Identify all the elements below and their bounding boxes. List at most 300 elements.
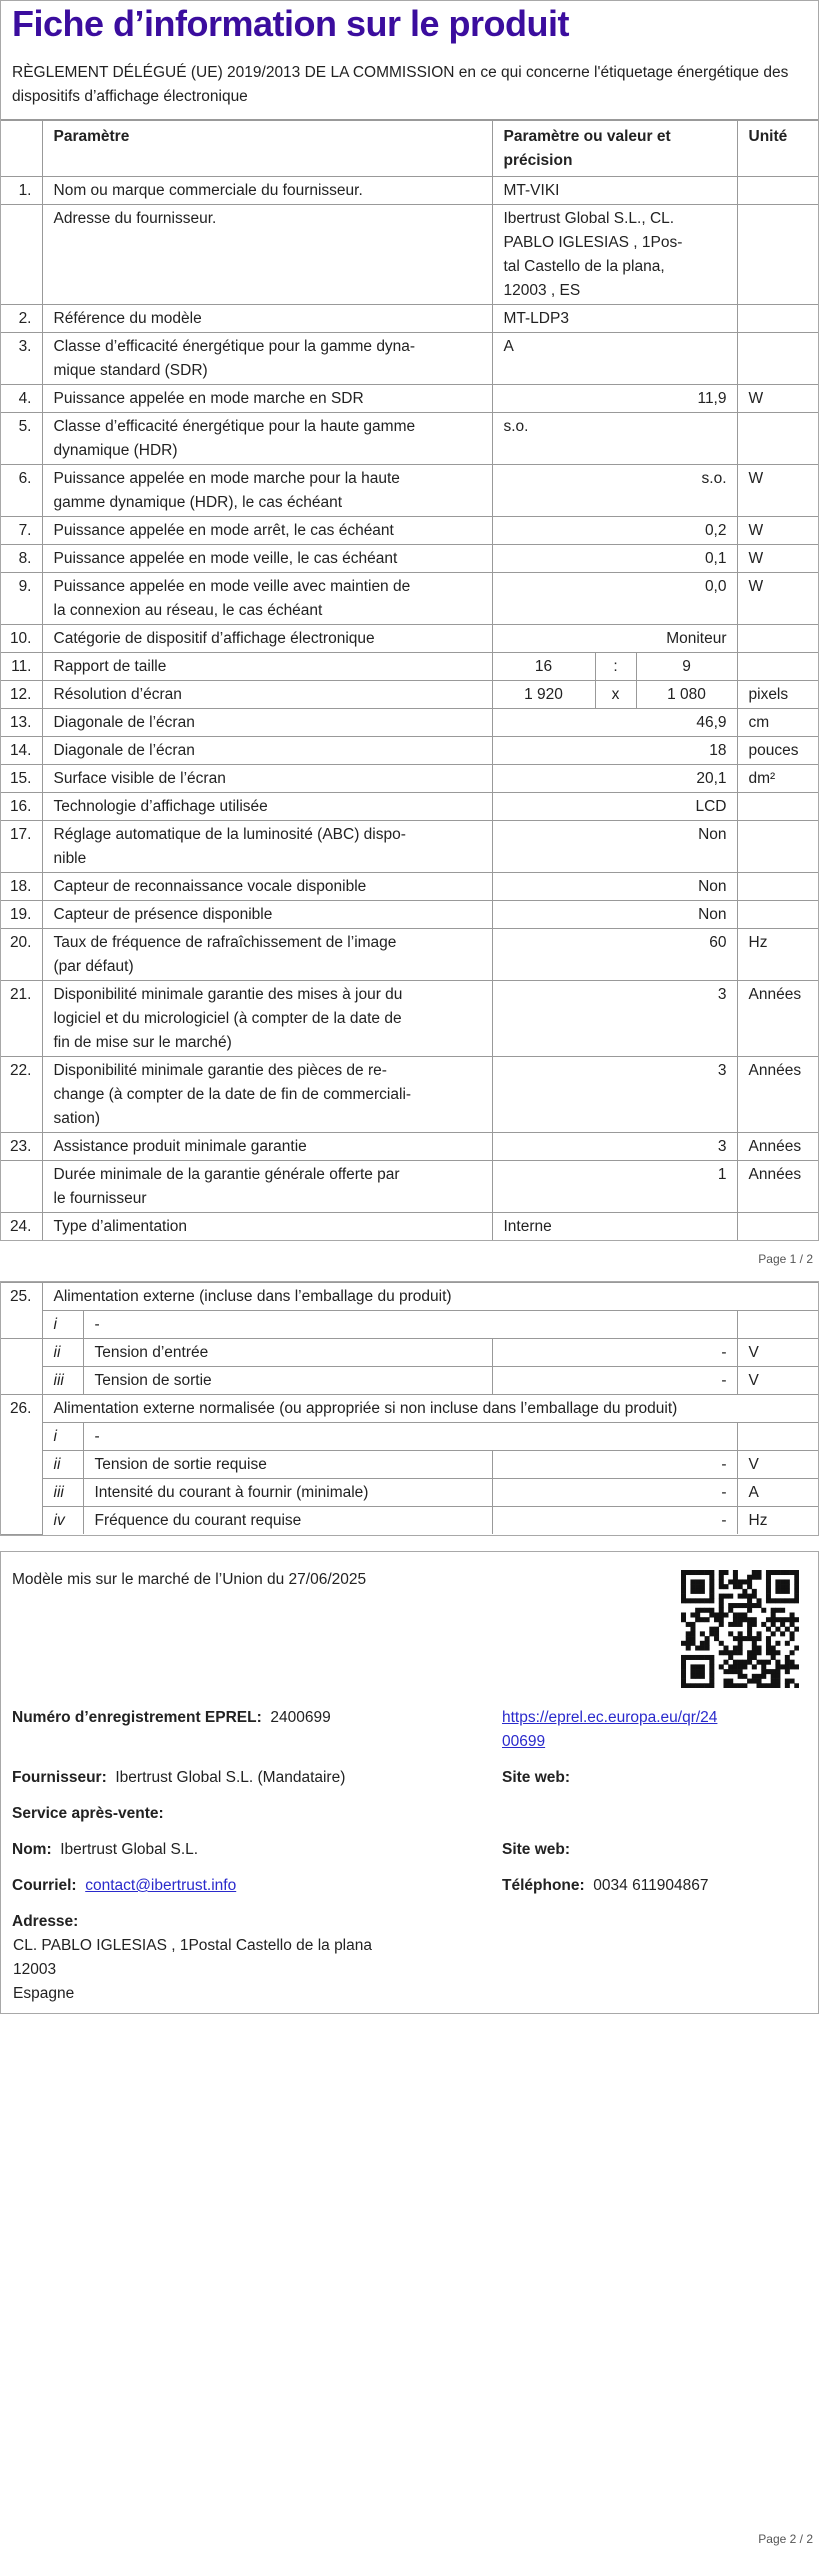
qr-module	[681, 1579, 686, 1584]
row-number: 7.	[1, 517, 42, 545]
market-date: Modèle mis sur le marché de l’Union du 27/06/2025	[12, 1571, 367, 1588]
qr-module	[714, 1636, 719, 1641]
qr-module	[775, 1608, 780, 1613]
qr-module	[752, 1636, 757, 1641]
qr-module	[757, 1646, 762, 1651]
row-value: MT-LDP3	[492, 305, 737, 333]
qr-module	[700, 1631, 705, 1636]
qr-module	[794, 1617, 799, 1622]
group-number: 26.	[1, 1395, 42, 1535]
qr-module	[705, 1646, 710, 1651]
row-number: 4.	[1, 385, 42, 413]
qr-module	[728, 1608, 733, 1613]
qr-module	[790, 1636, 795, 1641]
row-parameter: Assistance produit minimale garantie	[42, 1133, 492, 1161]
row-unit: pixels	[737, 681, 818, 709]
qr-module	[686, 1655, 691, 1660]
value-separator: x	[595, 681, 636, 709]
qr-module	[766, 1683, 771, 1688]
qr-module	[766, 1584, 771, 1589]
sub-label: Tension d’entrée	[83, 1339, 492, 1367]
qr-module	[766, 1641, 771, 1646]
row-unit	[737, 177, 818, 205]
qr-module	[780, 1664, 785, 1669]
row-number: 24.	[1, 1213, 42, 1241]
qr-module	[719, 1584, 724, 1589]
table-header-row	[1, 121, 818, 177]
qr-module	[771, 1617, 776, 1622]
row-parameter: Puissance appelée en mode marche en SDR	[42, 385, 492, 413]
qr-module	[733, 1584, 738, 1589]
eprel-number: 2400699	[270, 1709, 331, 1726]
qr-module	[785, 1664, 790, 1669]
qr-module	[681, 1669, 686, 1674]
qr-module	[681, 1589, 686, 1594]
table-row	[1, 1133, 818, 1161]
table-row	[1, 545, 818, 573]
table-row	[1, 1057, 818, 1133]
qr-module	[766, 1669, 771, 1674]
value-part-1: 16	[492, 653, 595, 681]
row-number: 15.	[1, 765, 42, 793]
sub-label: Tension de sortie	[83, 1367, 492, 1395]
qr-module	[700, 1669, 705, 1674]
external-power-supply-table-box	[0, 1281, 819, 1536]
table-row	[1, 1213, 818, 1241]
qr-module	[742, 1683, 747, 1688]
qr-module	[780, 1631, 785, 1636]
qr-module	[775, 1660, 780, 1665]
row-parameter: Disponibilité minimale garantie des pièces de re- change (à compter de la date de fin de commerciali- sation)	[42, 1057, 492, 1133]
row-parameter: Adresse du fournisseur.	[42, 205, 492, 305]
qr-module	[752, 1674, 757, 1679]
qr-module	[700, 1674, 705, 1679]
qr-module	[705, 1598, 710, 1603]
row-value: s.o.	[492, 465, 737, 517]
qr-module	[728, 1603, 733, 1608]
qr-module	[790, 1660, 795, 1665]
row-unit	[737, 821, 818, 873]
sub-unit: V	[737, 1367, 818, 1395]
qr-module	[790, 1598, 795, 1603]
supplier-value: Ibertrust Global S.L. (Mandataire)	[115, 1769, 346, 1786]
qr-module	[686, 1683, 691, 1688]
qr-module	[771, 1655, 776, 1660]
qr-module	[681, 1679, 686, 1684]
table-row	[1, 981, 818, 1057]
row-number: 21.	[1, 981, 42, 1057]
qr-module	[790, 1622, 795, 1627]
qr-module	[766, 1650, 771, 1655]
qr-module	[705, 1570, 710, 1575]
row-unit	[737, 1213, 818, 1241]
qr-module	[747, 1594, 752, 1599]
qr-module	[794, 1570, 799, 1575]
row-unit	[737, 205, 818, 305]
qr-module	[766, 1646, 771, 1651]
qr-module	[766, 1660, 771, 1665]
eprel-link-line-2[interactable]: 00699	[502, 1733, 546, 1750]
row-number	[1, 205, 42, 305]
qr-module	[705, 1641, 710, 1646]
qr-module	[681, 1570, 686, 1575]
value-part-2: 9	[636, 653, 737, 681]
qr-module	[690, 1669, 695, 1674]
qr-module	[728, 1655, 733, 1660]
qr-module	[733, 1575, 738, 1580]
qr-module	[690, 1584, 695, 1589]
row-parameter: Type d’alimentation	[42, 1213, 492, 1241]
qr-module	[771, 1679, 776, 1684]
qr-module	[775, 1679, 780, 1684]
qr-module	[738, 1683, 743, 1688]
sub-value: -	[492, 1507, 737, 1535]
qr-module	[700, 1641, 705, 1646]
qr-module	[785, 1617, 790, 1622]
qr-module	[709, 1589, 714, 1594]
qr-module	[775, 1598, 780, 1603]
qr-module	[733, 1622, 738, 1627]
qr-module	[761, 1622, 766, 1627]
row-unit	[737, 413, 818, 465]
qr-module	[771, 1650, 776, 1655]
sub-unit	[737, 1423, 818, 1451]
row-value: LCD	[492, 793, 737, 821]
sub-index: iii	[42, 1479, 83, 1507]
qr-module	[747, 1660, 752, 1665]
row-unit: cm	[737, 709, 818, 737]
qr-module	[747, 1650, 752, 1655]
qr-module	[742, 1636, 747, 1641]
qr-module	[738, 1612, 743, 1617]
qr-module	[790, 1570, 795, 1575]
row-value: MT-VIKI	[492, 177, 737, 205]
qr-module	[728, 1622, 733, 1627]
qr-module	[695, 1608, 700, 1613]
table-row	[1, 385, 818, 413]
qr-module	[681, 1575, 686, 1580]
qr-module	[719, 1608, 724, 1613]
table-row	[1, 765, 818, 793]
qr-module	[794, 1664, 799, 1669]
qr-module	[752, 1622, 757, 1627]
qr-module	[728, 1594, 733, 1599]
qr-module	[709, 1575, 714, 1580]
qr-module	[747, 1598, 752, 1603]
supplier-label: Fournisseur:	[12, 1769, 107, 1786]
table-row	[1, 305, 818, 333]
table-row	[1, 1367, 818, 1395]
row-value: Non	[492, 873, 737, 901]
row-parameter: Résolution d’écran	[42, 681, 492, 709]
row-value: 18	[492, 737, 737, 765]
qr-module	[775, 1674, 780, 1679]
header-num	[1, 121, 42, 177]
qr-module	[771, 1683, 776, 1688]
qr-code-icon[interactable]	[681, 1570, 799, 1688]
qr-module	[785, 1660, 790, 1665]
qr-module	[738, 1646, 743, 1651]
qr-module	[709, 1570, 714, 1575]
qr-module	[771, 1669, 776, 1674]
qr-module	[714, 1631, 719, 1636]
qr-module	[690, 1664, 695, 1669]
eprel-link[interactable]	[502, 1706, 717, 1754]
qr-module	[738, 1579, 743, 1584]
qr-module	[757, 1598, 762, 1603]
qr-module	[790, 1631, 795, 1636]
qr-module	[686, 1636, 691, 1641]
row-parameter: Classe d’efficacité énergétique pour la gamme dyna- mique standard (SDR)	[42, 333, 492, 385]
qr-module	[757, 1570, 762, 1575]
qr-module	[771, 1598, 776, 1603]
qr-module	[695, 1589, 700, 1594]
qr-module	[785, 1598, 790, 1603]
sub-index: ii	[42, 1451, 83, 1479]
qr-module	[752, 1570, 757, 1575]
qr-module	[738, 1636, 743, 1641]
row-parameter: Disponibilité minimale garantie des mises à jour du logiciel et du micrologiciel (à compter de la date de fin de mise sur le marché)	[42, 981, 492, 1057]
qr-module	[700, 1655, 705, 1660]
table-row	[1, 1479, 818, 1507]
qr-module	[719, 1622, 724, 1627]
address-label: Adresse:	[12, 1913, 79, 1930]
qr-module	[695, 1617, 700, 1622]
qr-module	[785, 1655, 790, 1660]
table-row	[1, 625, 818, 653]
row-parameter: Taux de fréquence de rafraîchissement de l’image (par défaut)	[42, 929, 492, 981]
qr-module	[738, 1674, 743, 1679]
qr-module	[723, 1650, 728, 1655]
qr-module	[695, 1579, 700, 1584]
row-value: 3	[492, 981, 737, 1057]
after-sales-website-label: Site web:	[502, 1841, 571, 1858]
row-unit	[737, 901, 818, 929]
qr-module	[752, 1679, 757, 1684]
qr-module	[771, 1646, 776, 1651]
sub-label: Tension de sortie requise	[83, 1451, 492, 1479]
qr-module	[766, 1598, 771, 1603]
table-row	[1, 465, 818, 517]
qr-module	[766, 1636, 771, 1641]
group-title: Alimentation externe (incluse dans l’emballage du produit)	[42, 1283, 818, 1311]
qr-module	[705, 1655, 710, 1660]
row-value: Interne	[492, 1213, 737, 1241]
qr-module	[738, 1631, 743, 1636]
qr-module	[790, 1612, 795, 1617]
table-row	[1, 517, 818, 545]
qr-module	[728, 1664, 733, 1669]
qr-module	[690, 1570, 695, 1575]
qr-module	[742, 1603, 747, 1608]
qr-module	[709, 1627, 714, 1632]
qr-module	[719, 1598, 724, 1603]
qr-module	[752, 1594, 757, 1599]
qr-module	[681, 1674, 686, 1679]
qr-module	[690, 1589, 695, 1594]
qr-module	[709, 1598, 714, 1603]
row-unit	[737, 625, 818, 653]
row-value: Ibertrust Global S.L., CL. PABLO IGLESIAS , 1Pos- tal Castello de la plana, 12003 , ES	[492, 205, 737, 305]
qr-module	[780, 1617, 785, 1622]
qr-module	[733, 1612, 738, 1617]
qr-module	[790, 1679, 795, 1684]
page-title: Fiche d’information sur le produit	[12, 3, 570, 44]
qr-module	[723, 1570, 728, 1575]
group-header-row	[1, 1395, 818, 1423]
qr-module	[775, 1641, 780, 1646]
qr-module	[742, 1674, 747, 1679]
qr-module	[747, 1603, 752, 1608]
value-separator: :	[595, 653, 636, 681]
row-unit: W	[737, 385, 818, 413]
table-row	[1, 709, 818, 737]
qr-module	[747, 1622, 752, 1627]
row-unit: W	[737, 517, 818, 545]
row-unit: Années	[737, 1057, 818, 1133]
qr-module	[700, 1646, 705, 1651]
qr-module	[757, 1636, 762, 1641]
qr-module	[690, 1631, 695, 1636]
qr-module	[695, 1674, 700, 1679]
qr-module	[695, 1664, 700, 1669]
qr-module	[728, 1631, 733, 1636]
address-line-2: 12003	[13, 1961, 57, 1978]
qr-module	[690, 1655, 695, 1660]
header-value: Paramètre ou valeur et précision	[492, 121, 737, 177]
sub-label: -	[83, 1423, 737, 1451]
sub-index: i	[42, 1423, 83, 1451]
row-parameter: Puissance appelée en mode veille avec maintien de la connexion au réseau, le cas échéant	[42, 573, 492, 625]
eprel-link-line-1[interactable]: https://eprel.ec.europa.eu/qr/24	[502, 1709, 718, 1726]
qr-module	[794, 1589, 799, 1594]
qr-module	[794, 1584, 799, 1589]
qr-module	[780, 1579, 785, 1584]
qr-module	[747, 1631, 752, 1636]
qr-module	[780, 1622, 785, 1627]
row-parameter: Surface visible de l’écran	[42, 765, 492, 793]
qr-module	[714, 1617, 719, 1622]
qr-module	[794, 1646, 799, 1651]
row-parameter: Catégorie de dispositif d’affichage électronique	[42, 625, 492, 653]
qr-module	[700, 1598, 705, 1603]
qr-module	[766, 1617, 771, 1622]
qr-module	[733, 1650, 738, 1655]
qr-module	[761, 1674, 766, 1679]
qr-module	[681, 1660, 686, 1665]
email-link[interactable]: contact@ibertrust.info	[85, 1877, 237, 1894]
row-value: Non	[492, 821, 737, 873]
qr-module	[686, 1646, 691, 1651]
table-row	[1, 681, 818, 709]
qr-module	[681, 1584, 686, 1589]
table-row	[1, 737, 818, 765]
table-row	[1, 1311, 818, 1339]
row-number: 23.	[1, 1133, 42, 1161]
qr-module	[757, 1603, 762, 1608]
qr-module	[719, 1575, 724, 1580]
qr-module	[695, 1646, 700, 1651]
qr-module	[733, 1660, 738, 1665]
qr-module	[723, 1660, 728, 1665]
qr-module	[775, 1664, 780, 1669]
row-value: A	[492, 333, 737, 385]
qr-module	[690, 1674, 695, 1679]
row-number: 8.	[1, 545, 42, 573]
qr-module	[733, 1579, 738, 1584]
qr-module	[780, 1589, 785, 1594]
qr-module	[700, 1617, 705, 1622]
row-unit	[737, 305, 818, 333]
sub-value: -	[492, 1451, 737, 1479]
row-number: 1.	[1, 177, 42, 205]
row-unit	[737, 653, 818, 681]
qr-module	[705, 1683, 710, 1688]
qr-module	[733, 1570, 738, 1575]
row-unit	[737, 333, 818, 385]
qr-module	[766, 1594, 771, 1599]
qr-module	[709, 1674, 714, 1679]
row-unit: Années	[737, 1161, 818, 1213]
qr-module	[752, 1575, 757, 1580]
qr-module	[766, 1589, 771, 1594]
row-value: Non	[492, 901, 737, 929]
qr-module	[695, 1612, 700, 1617]
row-number: 19.	[1, 901, 42, 929]
qr-module	[723, 1679, 728, 1684]
qr-module	[709, 1608, 714, 1613]
empty-number-cell	[1, 1339, 42, 1395]
row-number: 3.	[1, 333, 42, 385]
qr-module	[742, 1579, 747, 1584]
row-parameter: Nom ou marque commerciale du fournisseur.	[42, 177, 492, 205]
qr-module	[794, 1575, 799, 1580]
qr-module	[700, 1683, 705, 1688]
address-line-1: CL. PABLO IGLESIAS , 1Postal Castello de la plana	[13, 1937, 372, 1954]
qr-module	[690, 1641, 695, 1646]
qr-module	[705, 1608, 710, 1613]
qr-module	[775, 1589, 780, 1594]
sub-label: Intensité du courant à fournir (minimale)	[83, 1479, 492, 1507]
row-value: 0,1	[492, 545, 737, 573]
qr-module	[761, 1683, 766, 1688]
qr-module	[695, 1655, 700, 1660]
sub-index: iii	[42, 1367, 83, 1395]
row-unit: W	[737, 573, 818, 625]
row-value: 0,2	[492, 517, 737, 545]
qr-module	[785, 1570, 790, 1575]
row-parameter: Capteur de reconnaissance vocale disponible	[42, 873, 492, 901]
row-parameter: Diagonale de l’écran	[42, 709, 492, 737]
qr-module	[794, 1627, 799, 1632]
header-parameter: Paramètre	[42, 121, 492, 177]
qr-module	[686, 1570, 691, 1575]
qr-module	[695, 1584, 700, 1589]
row-value: 60	[492, 929, 737, 981]
table-row	[1, 873, 818, 901]
qr-module	[752, 1664, 757, 1669]
qr-module	[686, 1641, 691, 1646]
page-number-2: Page 2 / 2	[758, 2532, 813, 2546]
qr-module	[752, 1650, 757, 1655]
qr-module	[775, 1683, 780, 1688]
row-value: 3	[492, 1057, 737, 1133]
qr-module	[785, 1627, 790, 1632]
row-parameter: Technologie d’affichage utilisée	[42, 793, 492, 821]
qr-module	[757, 1679, 762, 1684]
row-unit: Hz	[737, 929, 818, 981]
group-title: Alimentation externe normalisée (ou appropriée si non incluse dans l’emballage du produit)	[42, 1395, 818, 1423]
